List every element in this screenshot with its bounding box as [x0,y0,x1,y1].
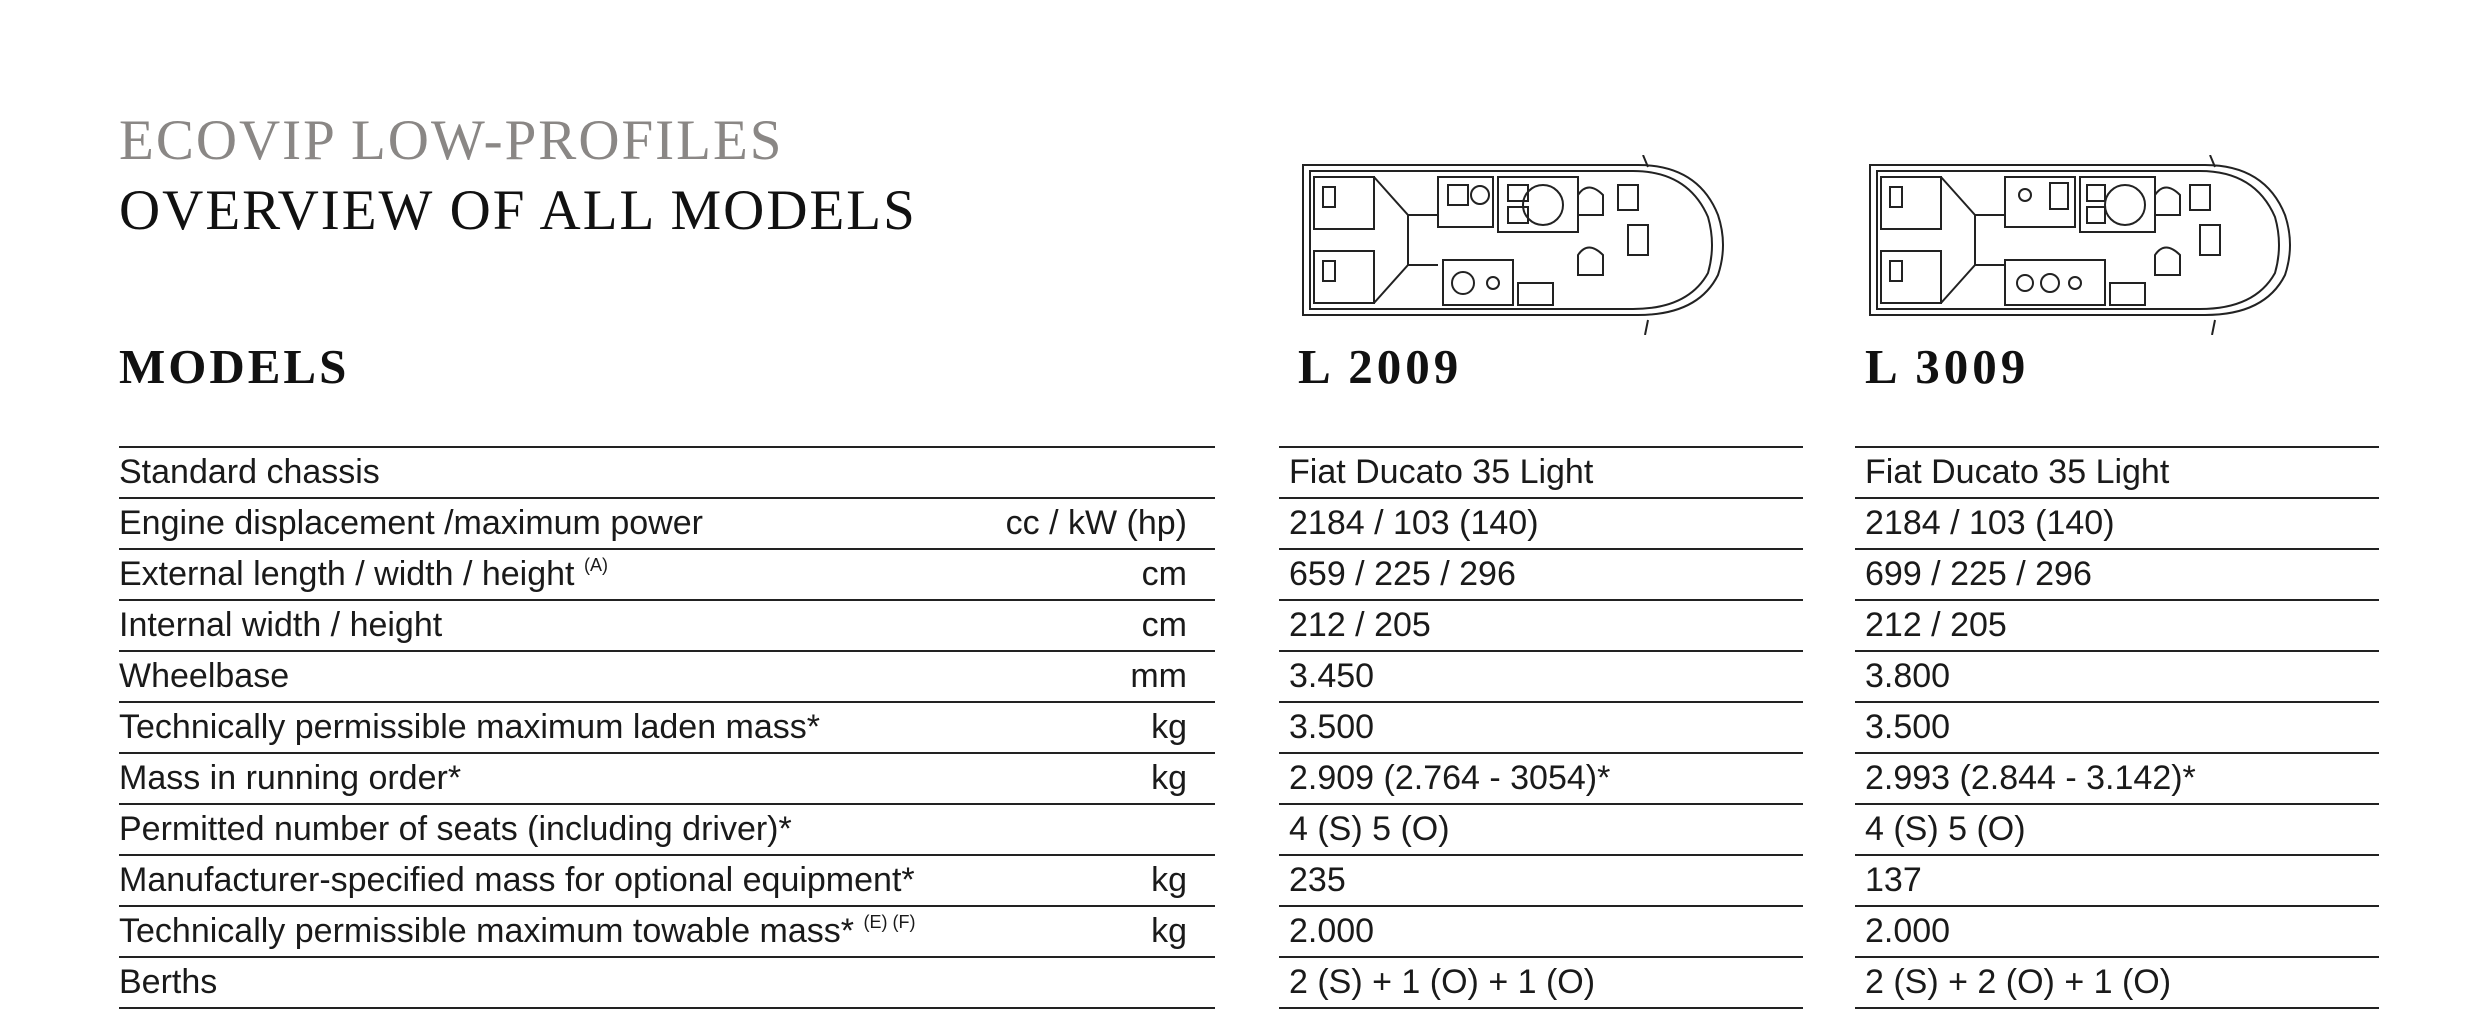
table-row [119,650,1215,701]
table-row [119,956,1215,1009]
model-name-l2009: L 2009 [1298,339,1463,394]
row-unit: kg [1151,708,1187,746]
model-name-l3009: L 3009 [1865,339,2030,394]
row-label: Permitted number of seats (including driver)* [119,810,792,848]
table-row [119,803,1215,854]
row-unit: kg [1151,759,1187,797]
table-cell: 137 [1855,854,2379,905]
table-cell: 699 / 225 / 296 [1855,548,2379,599]
table-cell: 212 / 205 [1855,599,2379,650]
row-label: Wheelbase [119,657,290,695]
row-label: Berths [119,963,218,1001]
table-row [119,497,1215,548]
table-cell: 3.500 [1279,701,1803,752]
table-cell: 3.500 [1855,701,2379,752]
row-label: Manufacturer-specified mass for optional equipment* [119,861,915,899]
table-cell: Fiat Ducato 35 Light [1855,446,2379,497]
row-unit: cm [1141,606,1187,644]
table-row [119,854,1215,905]
row-unit: kg [1151,861,1187,899]
table-cell: 2184 / 103 (140) [1279,497,1803,548]
values-column-l3009 [1855,446,2379,1009]
table-cell: 2 (S) + 1 (O) + 1 (O) [1279,956,1803,1009]
models-heading: MODELS [119,339,350,394]
row-unit: kg [1151,912,1187,950]
row-label: External length / width / height $^{(A)}$ [119,555,608,593]
table-cell: 4 (S) 5 (O) [1855,803,2379,854]
row-label: Technically permissible maximum laden mass* [119,708,821,746]
row-unit: cm [1141,555,1187,593]
table-cell: 2.993 (2.844 - 3.142)* [1855,752,2379,803]
spec-labels-column [119,446,1215,1009]
table-cell: 2.909 (2.764 - 3054)* [1279,752,1803,803]
table-cell: 2184 / 103 (140) [1855,497,2379,548]
footnote-ref: (E) (F) [863,912,916,932]
table-cell: 212 / 205 [1279,599,1803,650]
floorplan-l3009-image [1865,155,2305,335]
row-label: Engine displacement /maximum power [119,504,703,542]
table-cell: 2 (S) + 2 (O) + 1 (O) [1855,956,2379,1009]
table-row [119,548,1215,599]
row-unit: mm [1130,657,1187,695]
row-label: Mass in running order* [119,759,462,797]
table-cell: Fiat Ducato 35 Light [1279,446,1803,497]
row-label: Standard chassis [119,453,380,491]
table-cell: 235 [1279,854,1803,905]
footnote-ref: (A) [583,555,608,575]
row-unit: cc / kW (hp) [1005,504,1187,542]
table-row [119,701,1215,752]
table-row [119,752,1215,803]
table-cell: 2.000 [1279,905,1803,956]
row-label: Internal width / height [119,606,443,644]
values-column-l2009 [1279,446,1803,1009]
row-label: Technically permissible maximum towable mass* $^{(E) (F)}$ [119,912,916,950]
page-subtitle: ECOVIP LOW-PROFILES [119,109,784,172]
floorplan-l2009-image [1298,155,1738,335]
table-row [119,446,1215,497]
page-title: OVERVIEW OF ALL MODELS [119,179,917,242]
table-row [119,905,1215,956]
table-cell: 4 (S) 5 (O) [1279,803,1803,854]
table-cell: 659 / 225 / 296 [1279,548,1803,599]
table-cell: 3.800 [1855,650,2379,701]
table-cell: 3.450 [1279,650,1803,701]
table-cell: 2.000 [1855,905,2379,956]
table-row [119,599,1215,650]
